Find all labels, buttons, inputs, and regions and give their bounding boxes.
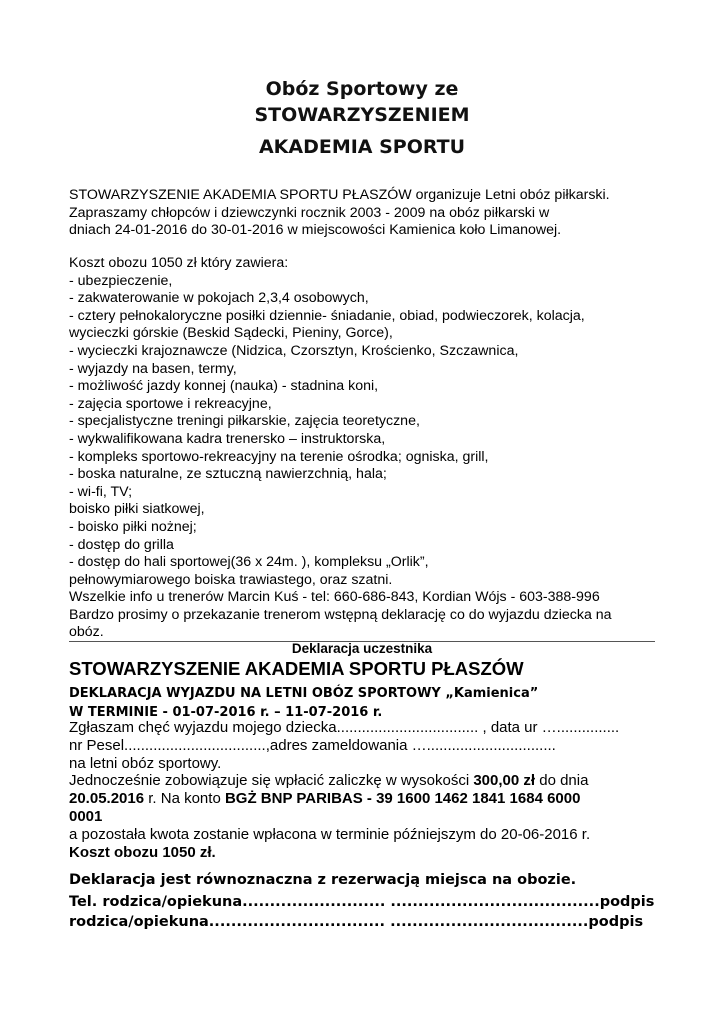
- account-label: r. Na konto: [144, 790, 225, 808]
- bank-account-end: 0001: [69, 807, 103, 825]
- cost-item: - cztery pełnokaloryczne posiłki dziennie- śniadanie, obiad, podwieczorek, kolacja,: [69, 307, 585, 324]
- cost-item: - wykwalifikowana kadra trenersko – instruktorska,: [69, 430, 386, 447]
- bank-account: BGŻ BNP PARIBAS - 39 1600 1462 1841 1684 6000: [224, 790, 581, 808]
- deposit-amount: 300,00 zł: [473, 772, 536, 790]
- deposit-date: 20.05.2016: [69, 790, 145, 808]
- cost-item: - dostęp do hali sportowej(36 x 24m. ), kompleksu „Orlik”,: [69, 554, 429, 571]
- cost-item: - wi-fi, TV;: [69, 483, 133, 500]
- intro-paragraph: [69, 187, 669, 240]
- deposit-until: do dnia: [535, 772, 589, 790]
- form-line-child: Zgłaszam chęć wyjazdu mojego dziecka.................................. , data ur …...............: [69, 719, 620, 736]
- cost-item: - boska naturalne, ze sztuczną nawierzchnią, hala;: [69, 466, 387, 483]
- cost-item: - dostęp do grilla: [69, 536, 174, 553]
- cost-item: - ubezpieczenie,: [69, 272, 173, 289]
- cost-item: - boisko piłki nożnej;: [69, 518, 197, 535]
- declaration-heading: Deklaracja uczestnika: [291, 641, 433, 656]
- cost-item: - zajęcia sportowe i rekreacyjne,: [69, 395, 272, 412]
- cost-list: [69, 255, 669, 589]
- cost-item: pełnowymiarowego boiska trawiastego, oraz szatni.: [69, 571, 393, 588]
- form-line-camp: na letni obóz sportowy.: [69, 754, 222, 772]
- intro-line: STOWARZYSZENIE AKADEMIA SPORTU PŁASZÓW organizuje Letni obóz piłkarski.: [69, 187, 610, 203]
- cost-item: boisko piłki siatkowej,: [69, 501, 205, 518]
- intro-line: Zapraszamy chłopców i dziewczynki rocznik 2003 - 2009 na obóz piłkarski w: [69, 204, 550, 221]
- contact-line: Bardzo prosimy o przekazanie trenerom wstępną deklarację co do wyjazdu dziecka na: [69, 606, 612, 623]
- form-line-account: [69, 790, 669, 808]
- form-line-total: [69, 844, 669, 862]
- total-cost: Koszt obozu 1050 zł.: [69, 843, 216, 861]
- title-line-2: STOWARZYSZENIEM: [254, 104, 470, 126]
- declaration-org-name: STOWARZYSZENIE AKADEMIA SPORTU PŁASZÓW: [69, 658, 524, 679]
- cost-item: wycieczki górskie (Beskid Sądecki, Pieniny, Gorce),: [69, 325, 393, 342]
- declaration-binding: Deklaracja jest równoznaczna z rezerwacją miejsca na obozie.: [69, 872, 577, 888]
- cost-item: - możliwość jazdy konnej (nauka) - stadnina koni,: [69, 378, 379, 395]
- title-line-1: Obóz Sportowy ze: [265, 78, 459, 100]
- signature-line-1: Tel. rodzica/opiekuna.......................... ......................................podpis: [69, 894, 655, 910]
- declaration-form: [69, 719, 669, 861]
- cost-item: - specjalistyczne treningi piłkarskie, zajęcia teoretyczne,: [69, 413, 420, 430]
- cost-item: - zakwaterowanie w pokojach 2,3,4 osobowych,: [69, 290, 369, 307]
- form-line-account-end: [69, 808, 669, 826]
- cost-item: - wyjazdy na basen, termy,: [69, 360, 237, 377]
- declaration-subtitle: DEKLARACJA WYJAZDU NA LETNI OBÓZ SPORTOWY „Kamienica”: [69, 686, 539, 701]
- title-line-3: AKADEMIA SPORTU: [258, 136, 466, 158]
- contact-paragraph: [69, 589, 669, 642]
- form-line-remainder: a pozostała kwota zostanie wpłacona w terminie późniejszym do 20-06-2016 r.: [69, 825, 591, 843]
- contact-line: obóz.: [69, 624, 104, 641]
- intro-line: dniach 24-01-2016 do 30-01-2016 w miejscowości Kamienica koło Limanowej.: [69, 222, 562, 239]
- cost-item: - wycieczki krajoznawcze (Nidzica, Czorsztyn, Krościenko, Szczawnica,: [69, 342, 519, 359]
- cost-heading: Koszt obozu 1050 zł który zawiera:: [69, 255, 289, 271]
- deposit-text: Jednocześnie zobowiązuje się wpłacić zaliczkę w wysokości: [69, 772, 474, 790]
- signature-line-2: rodzica/opiekuna................................ ....................................podpis: [69, 914, 644, 930]
- declaration-term: W TERMINIE - 01-07-2016 r. – 11-07-2016 r.: [69, 705, 383, 720]
- cost-item: - kompleks sportowo-rekreacyjny na terenie ośrodka; ogniska, grill,: [69, 448, 489, 465]
- form-line-deposit: [69, 772, 669, 790]
- contact-line: Wszelkie info u trenerów Marcin Kuś - tel: 660-686-843, Kordian Wójs - 603-388-996: [69, 589, 600, 605]
- form-line-pesel: nr Pesel..................................,adres zameldowania …...............................: [69, 736, 556, 754]
